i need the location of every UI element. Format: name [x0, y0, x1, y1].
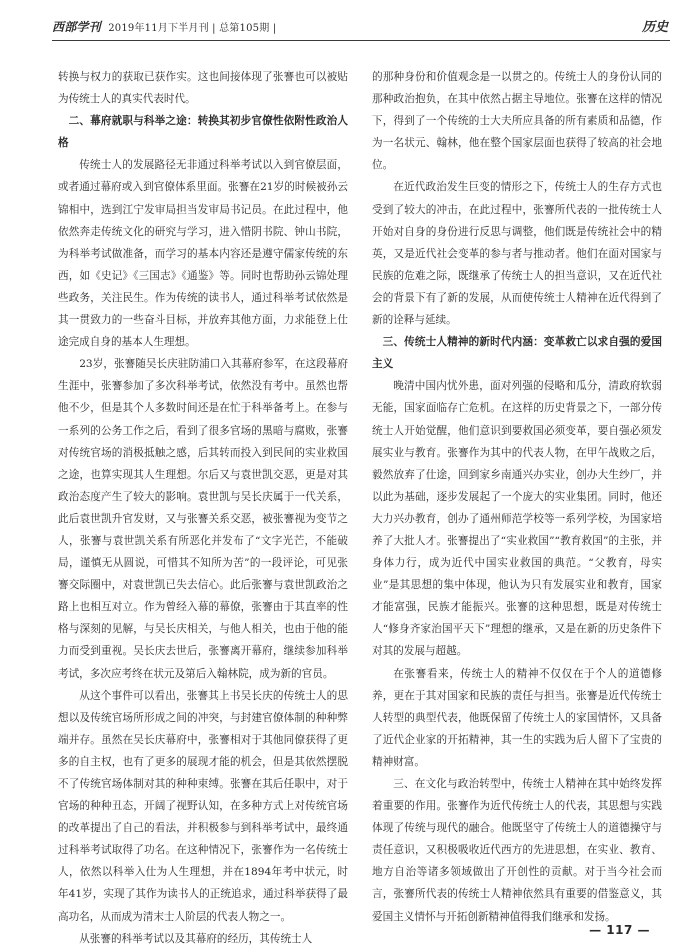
page-header — [52, 14, 670, 38]
body-paragraph: 的那种身份和价值观念是一以贯之的。传统士人的身份认同的那种政治抱负，在其中依然占据主导地位。张謇在这样的情况下，得到了一个传统的士大夫所应具备的所有素质和品德，作为一名状元、翰林，他在整个国家层面也获得了较高的社会地位。 — [372, 71, 662, 172]
body-paragraph: 在近代政治发生巨变的情形之下，传统士人的生存方式也受到了较大的冲击，在此过程中，张謇所代表的一批传统士人开始对自身的身份进行反思与调整，他们既是传统社会中的精英，又是近代社会变革的参与者与推动者。他们在面对国家与民族的危难之际，既继承了传统士人的担当意识，又在近代社会的背景下有了新的发展，从而使传统士人精神在近代得到了新的诠释与延续。 — [372, 181, 662, 327]
body-paragraph: 转换与权力的获取已获作实。这也间接体现了张謇也可以被贴为传统士人的真实代表时代。 — [58, 71, 348, 106]
left-column — [58, 66, 348, 950]
body-paragraph: 从这个事件可以看出，张謇其上书吴长庆的传统士人的思想以及传统官场所形成之间的冲突，与封建官僚体制的种种弊端并存。虽然在吴长庆幕府中，张謇相对于其他同僚获得了更多的自主权，也有了更多的展现才能的机会，但是其依然摆脱不了传统官场体制对其的种种束缚。张謇在其后任职中，对于官场的种种丑态，开阔了视野认知，在多种方式上对传统官场的改革提出了自己的看法，并积极参与到科举考试中，最终通过科举考试取得了功名。在这种情况下，张謇作为一名传统士人，依然以科举入仕为人生理想，并在1894年考中状元，时年41岁，实现了其作为读书人的正统追求，通过科举获得了最高功名，从而成为清末士人阶层的代表人物之一。 — [58, 689, 348, 923]
body-paragraph: 三、在文化与政治转型中，传统士人精神在其中始终发挥着重要的作用。张謇作为近代传统士人的代表，其思想与实践体现了传统与现代的融合。他既坚守了传统士人的道德操守与责任意识，又积极吸收近代西方的先进思想，在实业、教育、地方自治等诸多领域做出了开创性的贡献。对于当今社会而言，张謇所代表的传统士人精神依然具有重要的借鉴意义，其爱国主义情怀与开拓创新精神值得我们继承和发扬。 — [372, 778, 662, 923]
section-heading: 三、传统士人精神的新时代内涵：变革救亡以求自强的爱国主义 — [372, 336, 662, 371]
page-number: — 117 — — [589, 923, 650, 937]
masthead — [52, 18, 276, 35]
body-paragraph: 传统士人的发展路径无非通过科举考试以入到官僚层面，或者通过幕府或入到官僚体系里面。张謇在21岁的时候被孙云锦相中，选到江宁发审局担当发审局书记员。在此过程中，他依然奔走传统文化的研究与学习，进入惜阴书院、钟山书院，为科举考试做准备，而学习的基本内容还是遵守儒家传统的东西，如《史记》《三国志》《通鉴》等。同时也帮助孙云锦处理些政务，关注民生。作为传统的读书人，通过科举考试依然是其一贯致力的一些奋斗目标，并放弃其他方面，力求能登上仕途完成自身的基本人生理想。 — [58, 159, 348, 349]
section-heading: 二、幕府就职与科举之途：转换其初步官僚性依附性政治人格 — [58, 115, 348, 150]
body-paragraph: 在张謇看来，传统士人的精神不仅仅在于个人的道德修养，更在于其对国家和民族的责任与担当。张謇是近代传统士人转型的典型代表，他既保留了传统士人的家国情怀，又具备了近代企业家的开拓精神，其一生的实践为后人留下了宝贵的精神财富。 — [372, 667, 662, 768]
issue-info: 2019年11月下半月刊 | 总第105期 | — [108, 23, 277, 34]
body-paragraph: 晚清中国内忧外患，面对列强的侵略和瓜分，清政府软弱无能，国家面临存亡危机。在这样的历史背景之下，一部分传统士人开始觉醒，他们意识到要救国必须变革，要自强必须发展实业与教育。张謇作为其中的代表人物，在甲午战败之后，毅然放弃了仕途，回到家乡南通兴办实业，创办大生纱厂，并以此为基础，逐步发展起了一个庞大的实业集团。同时，他还大力兴办教育，创办了通州师范学校等一系列学校，为国家培养了大批人才。张謇提出了“实业救国”“教育救国”的主张，并身体力行，成为近代中国实业救国的典范。“父教育，母实业”是其思想的集中体现，他认为只有发展实业和教育，国家才能富强，民族才能振兴。张謇的这种思想，既是对传统士人“修身齐家治国平天下”理想的继承，又是在新的历史条件下对其的发展与超越。 — [372, 380, 662, 658]
body-paragraph: 23岁，张謇随吴长庆驻防浦口入其幕府参军，在这段幕府生涯中，张謇参加了多次科举考试，依然没有考中。虽然也帮他不少，但是其个人多数时间还是在忙于科举备考上。在参与一系列的公务工作之后，看到了很多官场的黑暗与腐败，张謇对传统官场的消极抵触之感，后其转而投入到民间的实业救国之途，也算实现其人生理想。尔后又与袁世凯交恶，更是对其政治态度产生了较大的影响。袁世凯与吴长庆属于一代关系，此后袁世凯升官发财，又与张謇关系交恶，被张謇视为变节之人，张謇与袁世凯关系有所恶化并发布了“文字光芒，不能破局，谨慎无从圆说，可惜其不知所为苦”的一段评论，可见张謇交际圈中，对袁世凯已失去信心。此后张謇与袁世凯政治之路上也相互对立。作为曾经入幕的幕僚，张謇由于其直率的性格与深刻的见解，与吴长庆相关，与他人相关，也由于他的能力而受到重视。吴长庆去世后，张謇离开幕府，继续参加科举考试，多次应考终在状元及第后入翰林院，成为新的官员。 — [58, 358, 348, 680]
body-paragraph: 从张謇的科举考试以及其幕府的经历，其传统士人 — [79, 932, 313, 945]
section-label: 历史 — [641, 20, 668, 35]
journal-name: 西部学刊 — [52, 20, 101, 34]
right-column — [372, 66, 662, 928]
header-rule — [52, 40, 670, 41]
